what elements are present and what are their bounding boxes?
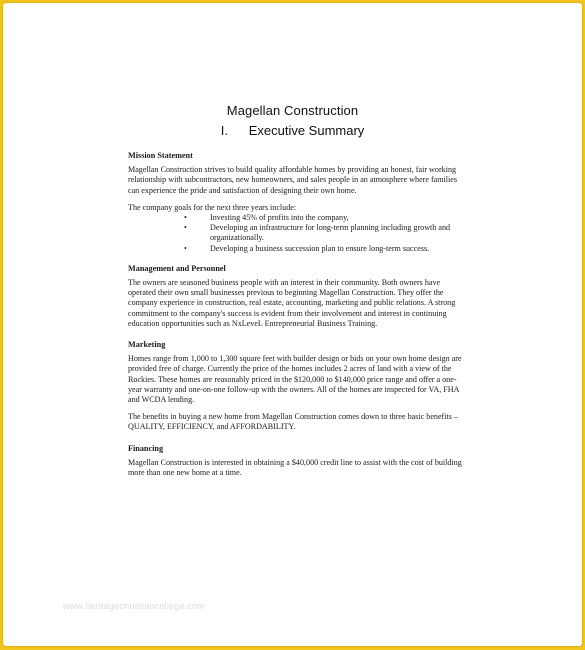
list-item xyxy=(128,223,463,243)
marketing-paragraph-1: Homes range from 1,000 to 1,300 square feet with builder design or bids on your own home design are provided free of charge. Currently the price of the homes includes 2 acres of land with a view of the Rockies. These homes are reasonably priced in the $120,000 to $140,000 price range and offer a one-year warranty and one-on-one follow-up with the owners. All of the homes are inspected for VA, FHA and WCDA lending. xyxy=(128,354,462,405)
bullet: • xyxy=(184,243,187,253)
list-item xyxy=(128,244,463,254)
marketing-paragraph-2: The benefits in buying a new home from Magellan Construction comes down to three basic benefits – QUALITY, EFFICIENCY, and AFFORDABILITY. xyxy=(128,412,458,432)
goal-text: Developing a business succession plan to ensure long-term success. xyxy=(210,243,430,253)
document-title: Magellan Construction xyxy=(226,103,359,118)
management-heading: Management and Personnel xyxy=(128,263,226,273)
bullet: • xyxy=(184,223,187,233)
section-title-text: Executive Summary xyxy=(248,123,365,138)
financing-heading: Financing xyxy=(128,443,164,453)
financing-paragraph: Magellan Construction is interested in obtaining a $40,000 credit line to assist with the cost of building more than one new home at a time. xyxy=(128,457,462,478)
mission-heading: Mission Statement xyxy=(128,151,193,160)
marketing-heading: Marketing xyxy=(128,340,166,350)
document-body xyxy=(128,151,463,485)
management-paragraph: The owners are seasoned business people with an interest in their community. Both owners have operated their own small businesses previous to beginning Magellan Construction. They offer the company experience in construction, real estate, accounting, marketing and public relations. A strong commitment to the company's success is evident from their involvement and interest in continuing education opportunities such as NxLeveL Entrepreneurial Business Training. xyxy=(128,278,456,328)
goals-intro: The company goals for the next three years include: xyxy=(128,202,297,212)
bullet: • xyxy=(184,213,187,223)
document-page xyxy=(3,3,582,646)
goal-text: Developing an infrastructure for long-term planning including growth and organizationally. xyxy=(210,223,451,243)
goal-text: Investing 45% of profits into the company, xyxy=(210,213,349,223)
section-title xyxy=(3,123,582,138)
list-item xyxy=(128,213,463,223)
section-number: I. xyxy=(220,123,228,138)
mission-paragraph: Magellan Construction strives to build quality affordable homes by providing an honest, fair working relationship with subcontractors, new homeowners, and sales people in an atmosphere where families can experience the pride and satisfaction of designing their own home. xyxy=(128,165,458,195)
goals-list xyxy=(128,213,463,254)
watermark: www.heritagechristiancollege.com xyxy=(63,601,205,611)
